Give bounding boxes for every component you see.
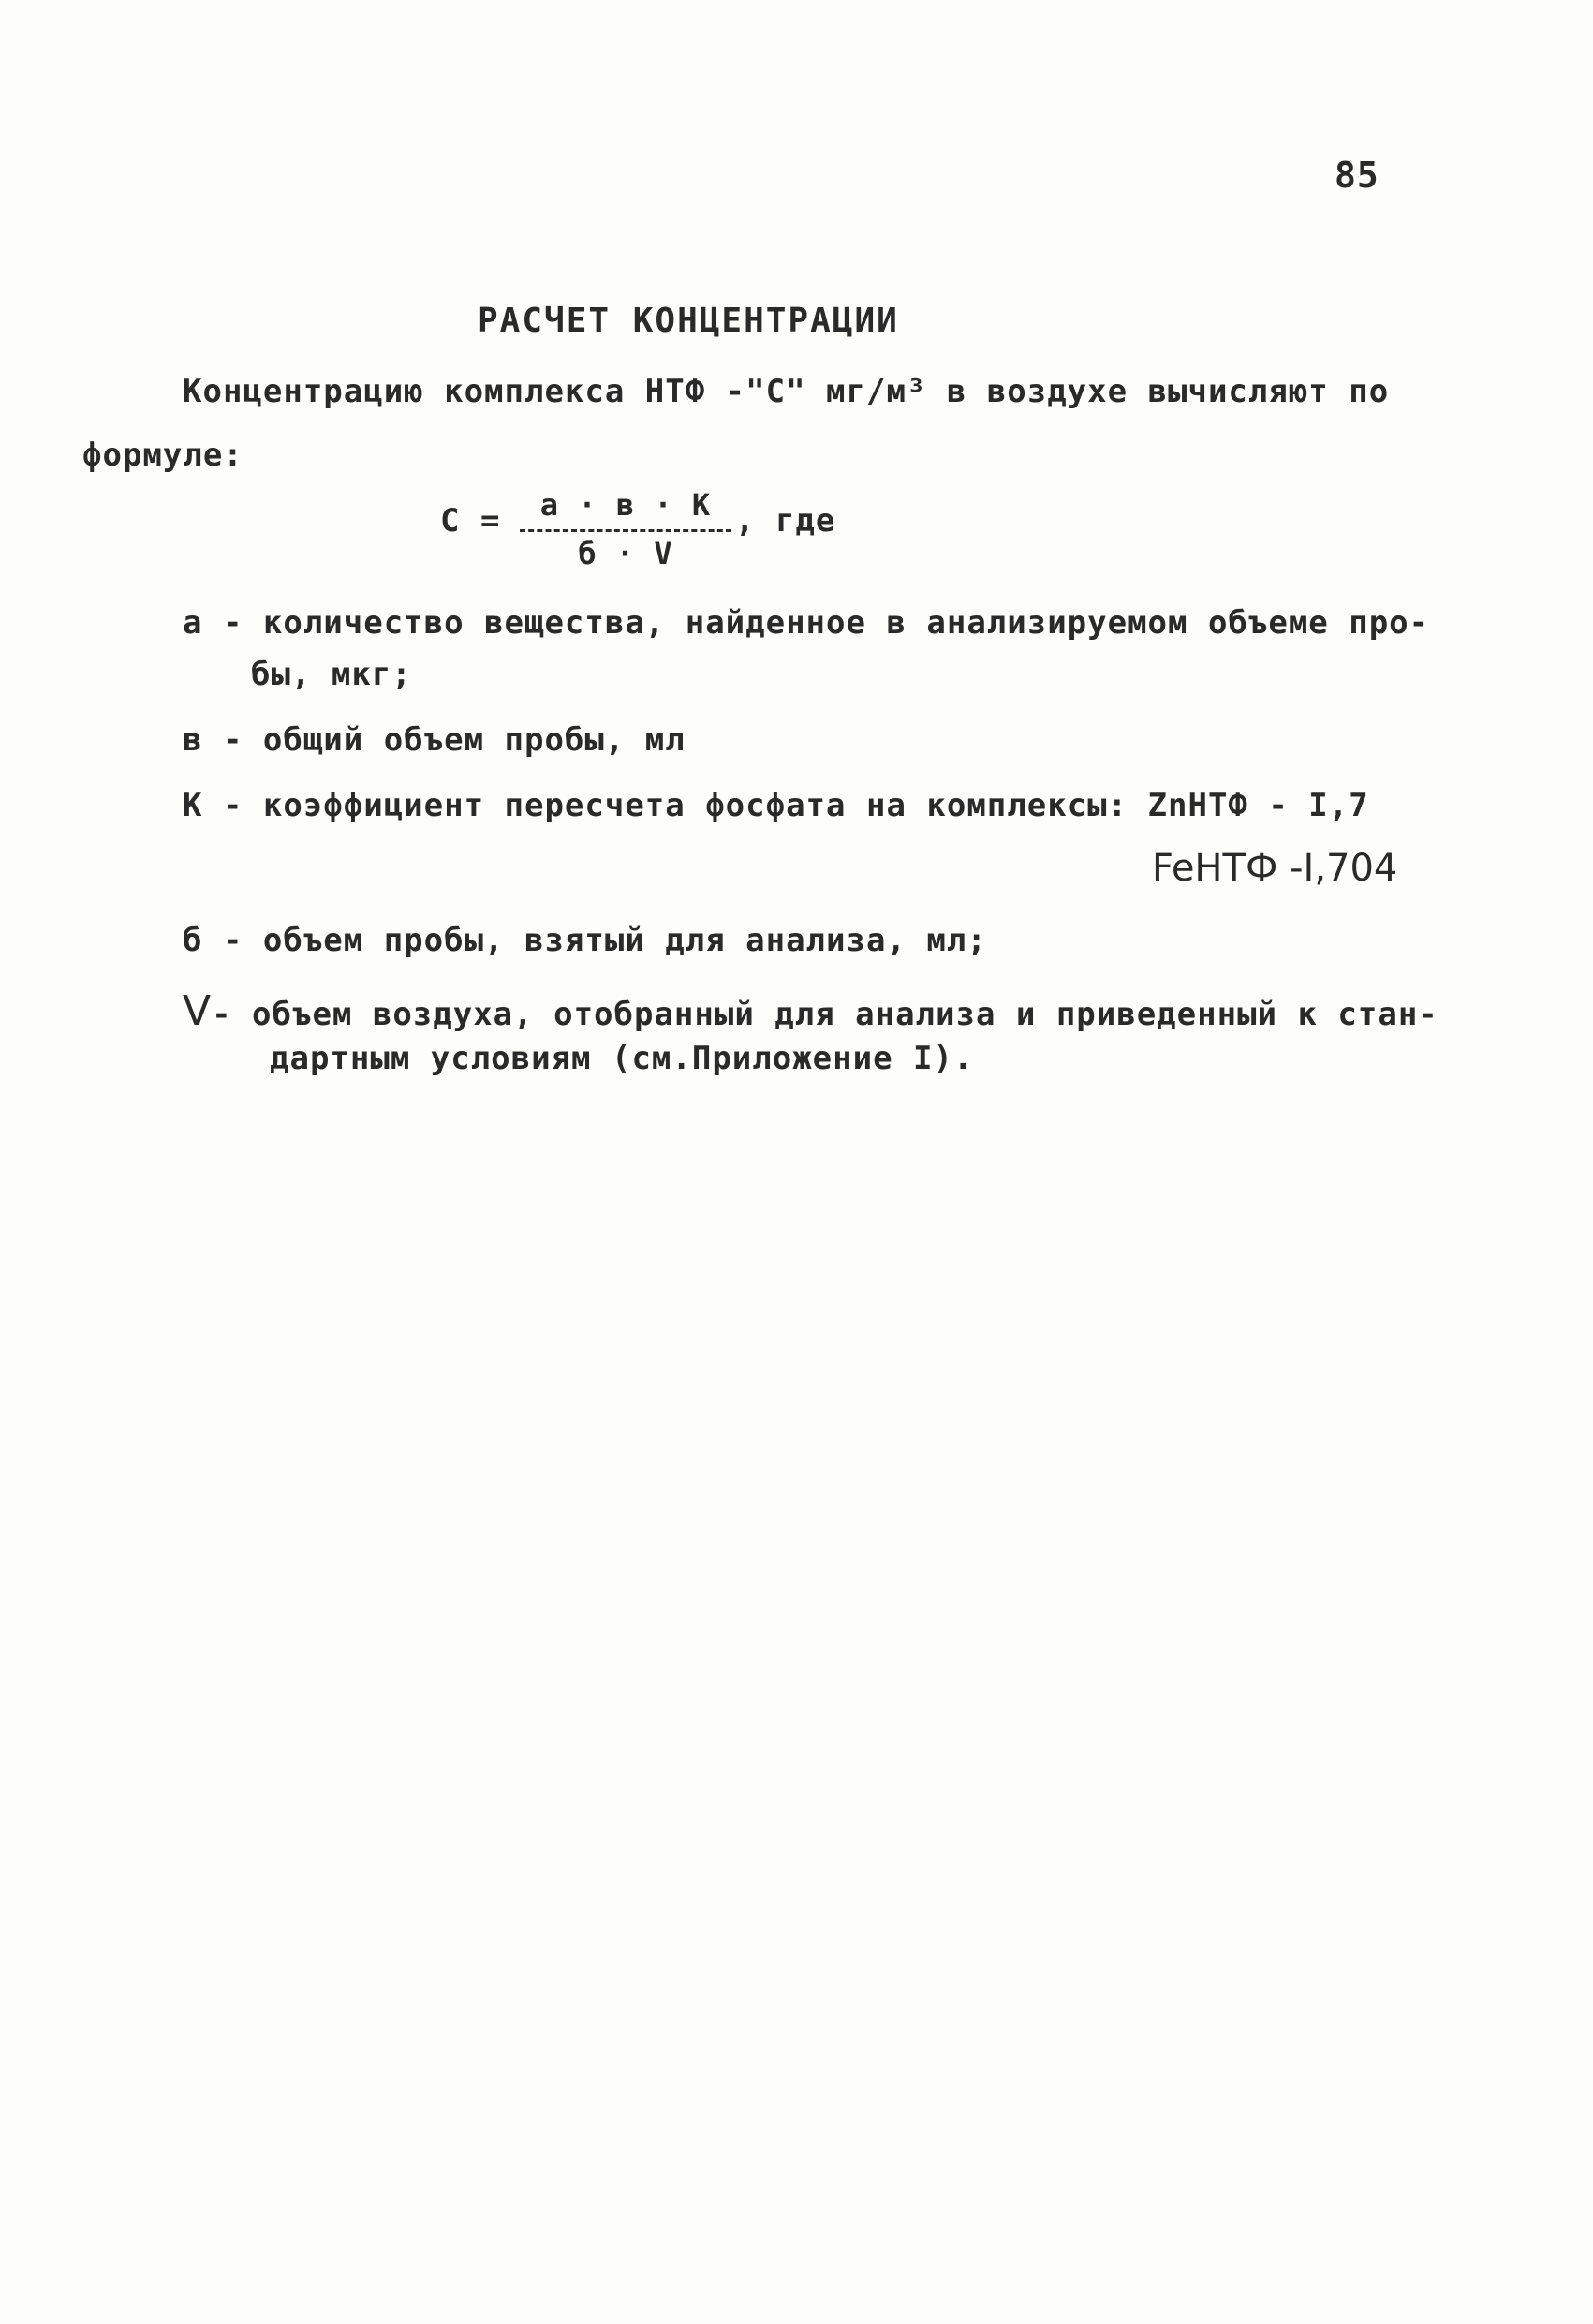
definition-volume-text: - объем воздуха, отобранный для анализа и приведенный к стан- bbox=[212, 996, 1438, 1033]
definition-b: б - объем пробы, взятый для анализа, мл; bbox=[183, 922, 987, 959]
formula-numerator: а · в · К bbox=[539, 487, 712, 523]
page-number: 85 bbox=[1335, 155, 1379, 196]
definition-k-line-2: FeНТФ -I,704 bbox=[1152, 847, 1398, 890]
definition-k-line-1: К - коэффициент пересчета фосфата на комплексы: ZnНТФ - I,7 bbox=[183, 787, 1369, 824]
volume-symbol: V bbox=[183, 987, 213, 1035]
intro-line-2: формуле: bbox=[82, 437, 243, 474]
formula-lhs: С = bbox=[440, 502, 501, 540]
section-heading: РАСЧЕТ КОНЦЕНТРАЦИИ bbox=[478, 302, 899, 340]
definition-volume-line-2: дартным условиям (см.Приложение I). bbox=[270, 1040, 974, 1077]
definition-v: в - общий объем пробы, мл bbox=[183, 721, 686, 759]
formula-tail: , где bbox=[735, 502, 836, 540]
definition-a-line-2: бы, мкг; bbox=[251, 656, 412, 693]
intro-line-1: Концентрацию комплекса НТФ -"С" мг/м³ в воздухе вычисляют по bbox=[183, 373, 1390, 410]
formula-denominator: б · V bbox=[578, 536, 673, 571]
definition-volume-line-1 bbox=[183, 987, 1438, 1035]
definition-a-line-1: а - количество вещества, найденное в анализируемом объеме про- bbox=[183, 604, 1430, 642]
fraction-bar bbox=[520, 529, 731, 532]
formula-fraction bbox=[520, 487, 731, 571]
